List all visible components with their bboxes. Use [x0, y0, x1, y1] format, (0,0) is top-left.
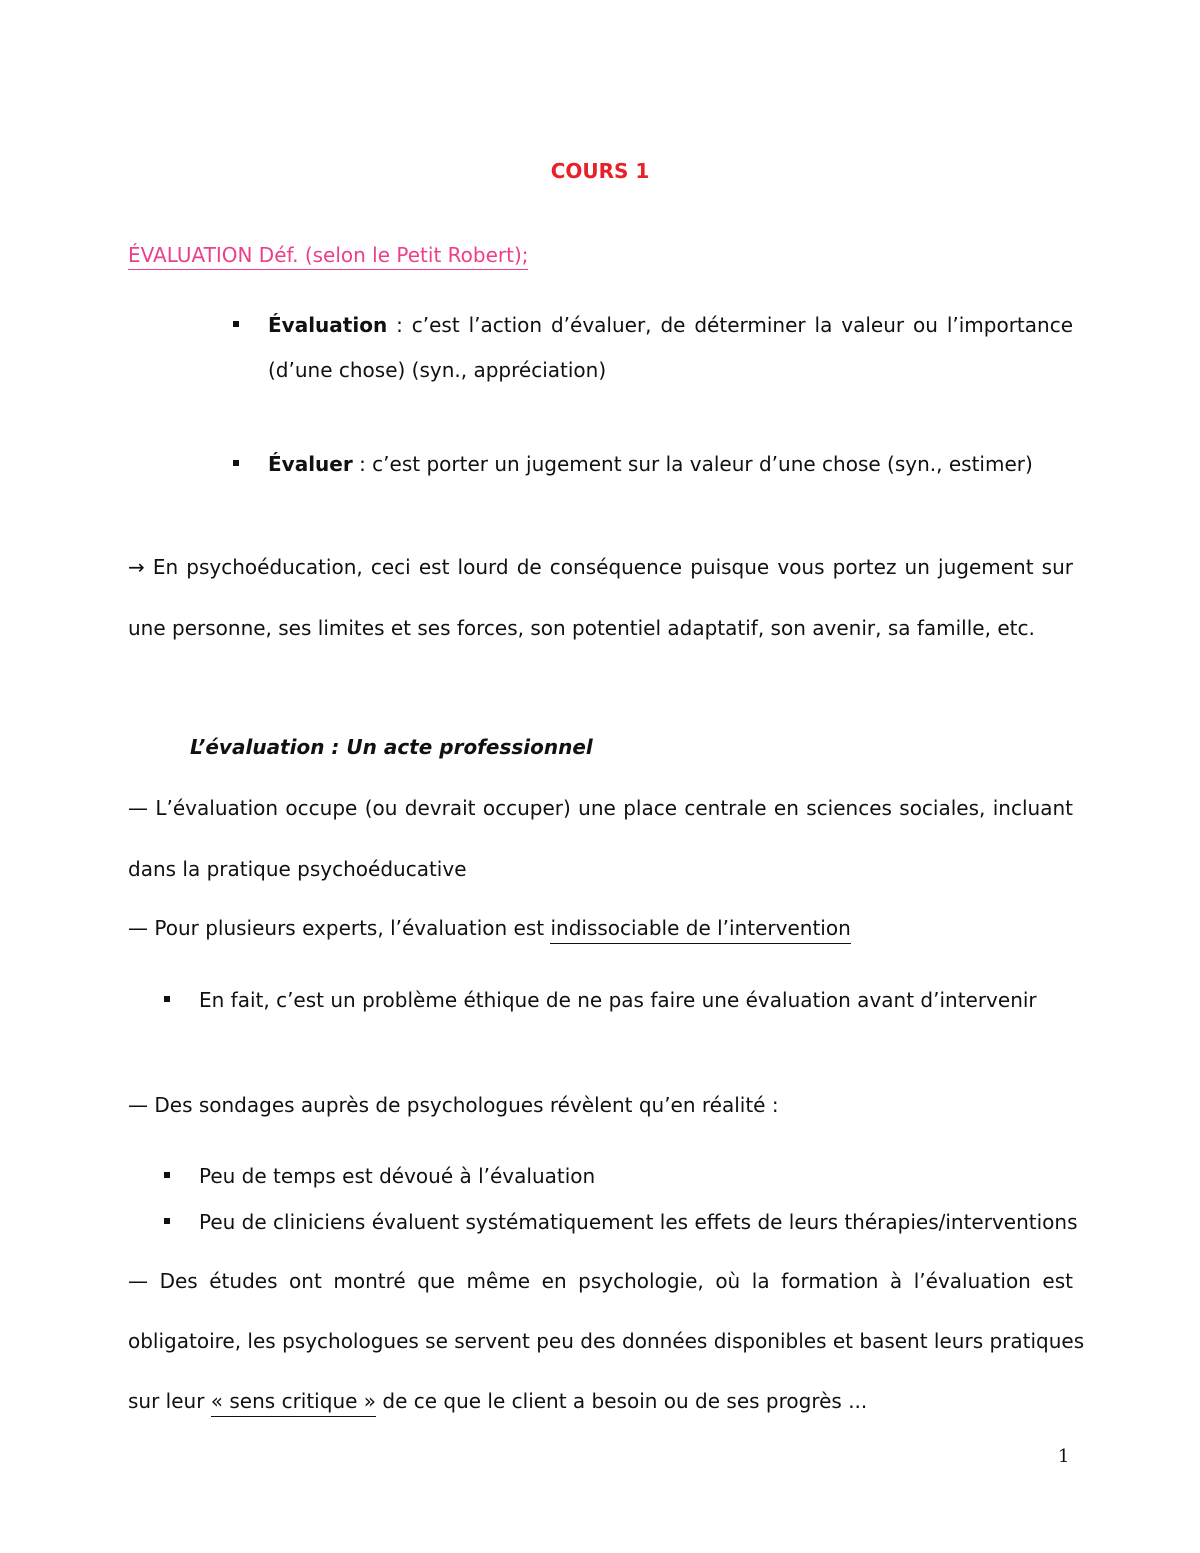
- definition-text: c’est l’action d’évaluer, de déterminer la valeur ou l’importance: [411, 313, 1074, 337]
- bullet-ethics: En fait, c’est un problème éthique de ne pas faire une évaluation avant d’intervenir: [199, 988, 1037, 1012]
- paragraph-1-line2: dans la pratique psychoéducative: [128, 857, 467, 881]
- paragraph-3: — Des sondages auprès de psychologues révèlent qu’en réalité :: [128, 1093, 779, 1117]
- definition-term: Évaluation: [268, 313, 388, 337]
- bullet-sondage-1: Peu de temps est dévoué à l’évaluation: [199, 1164, 596, 1188]
- bullet-icon: [164, 1218, 170, 1224]
- definition-separator: :: [352, 452, 373, 476]
- paragraph-4-line3: [128, 1388, 867, 1414]
- paragraph-4-line1: — Des études ont montré que même en psychologie, où la formation à l’évaluation est: [128, 1269, 1073, 1293]
- bullet-icon: [233, 460, 239, 466]
- section-subheading: L’évaluation : Un acte professionnel: [190, 735, 593, 759]
- definition-term: Évaluer: [268, 452, 353, 476]
- underlined-phrase: indissociable de l’intervention: [550, 916, 850, 944]
- definition-evaluation-line1: [268, 312, 1073, 338]
- page-title: COURS 1: [550, 159, 650, 183]
- paragraph-4-line2: obligatoire, les psychologues se servent peu des données disponibles et basent leurs pratiques: [128, 1329, 1085, 1353]
- paragraph-1-line1: — L’évaluation occupe (ou devrait occuper) une place centrale en sciences sociales, incluant: [128, 796, 1073, 820]
- page-number: 1: [1058, 1446, 1070, 1467]
- definition-separator: :: [387, 313, 412, 337]
- bullet-icon: [164, 1172, 170, 1178]
- arrow-paragraph-line2: une personne, ses limites et ses forces, son potentiel adaptatif, son avenir, sa famille, etc.: [128, 616, 1035, 640]
- bullet-icon: [233, 321, 239, 327]
- paragraph-4-text-end: de ce que le client a besoin ou de ses progrès ...: [376, 1389, 868, 1413]
- definition-text: c’est porter un jugement sur la valeur d’une chose (syn., estimer): [372, 452, 1033, 476]
- bullet-icon: [164, 996, 170, 1002]
- paragraph-2-text: — Pour plusieurs experts, l’évaluation est: [128, 916, 551, 940]
- paragraph-4-text: sur leur: [128, 1389, 211, 1413]
- underlined-phrase: « sens critique »: [211, 1389, 376, 1417]
- definition-evaluer: [268, 451, 1033, 477]
- arrow-paragraph-line1: → En psychoéducation, ceci est lourd de conséquence puisque vous portez un jugement sur: [128, 555, 1073, 579]
- section-definition-heading: ÉVALUATION Déf. (selon le Petit Robert);: [128, 242, 528, 270]
- paragraph-2: [128, 915, 851, 941]
- bullet-sondage-2: Peu de cliniciens évaluent systématiquement les effets de leurs thérapies/interventions: [199, 1210, 1078, 1234]
- definition-evaluation-line2: (d’une chose) (syn., appréciation): [268, 358, 607, 382]
